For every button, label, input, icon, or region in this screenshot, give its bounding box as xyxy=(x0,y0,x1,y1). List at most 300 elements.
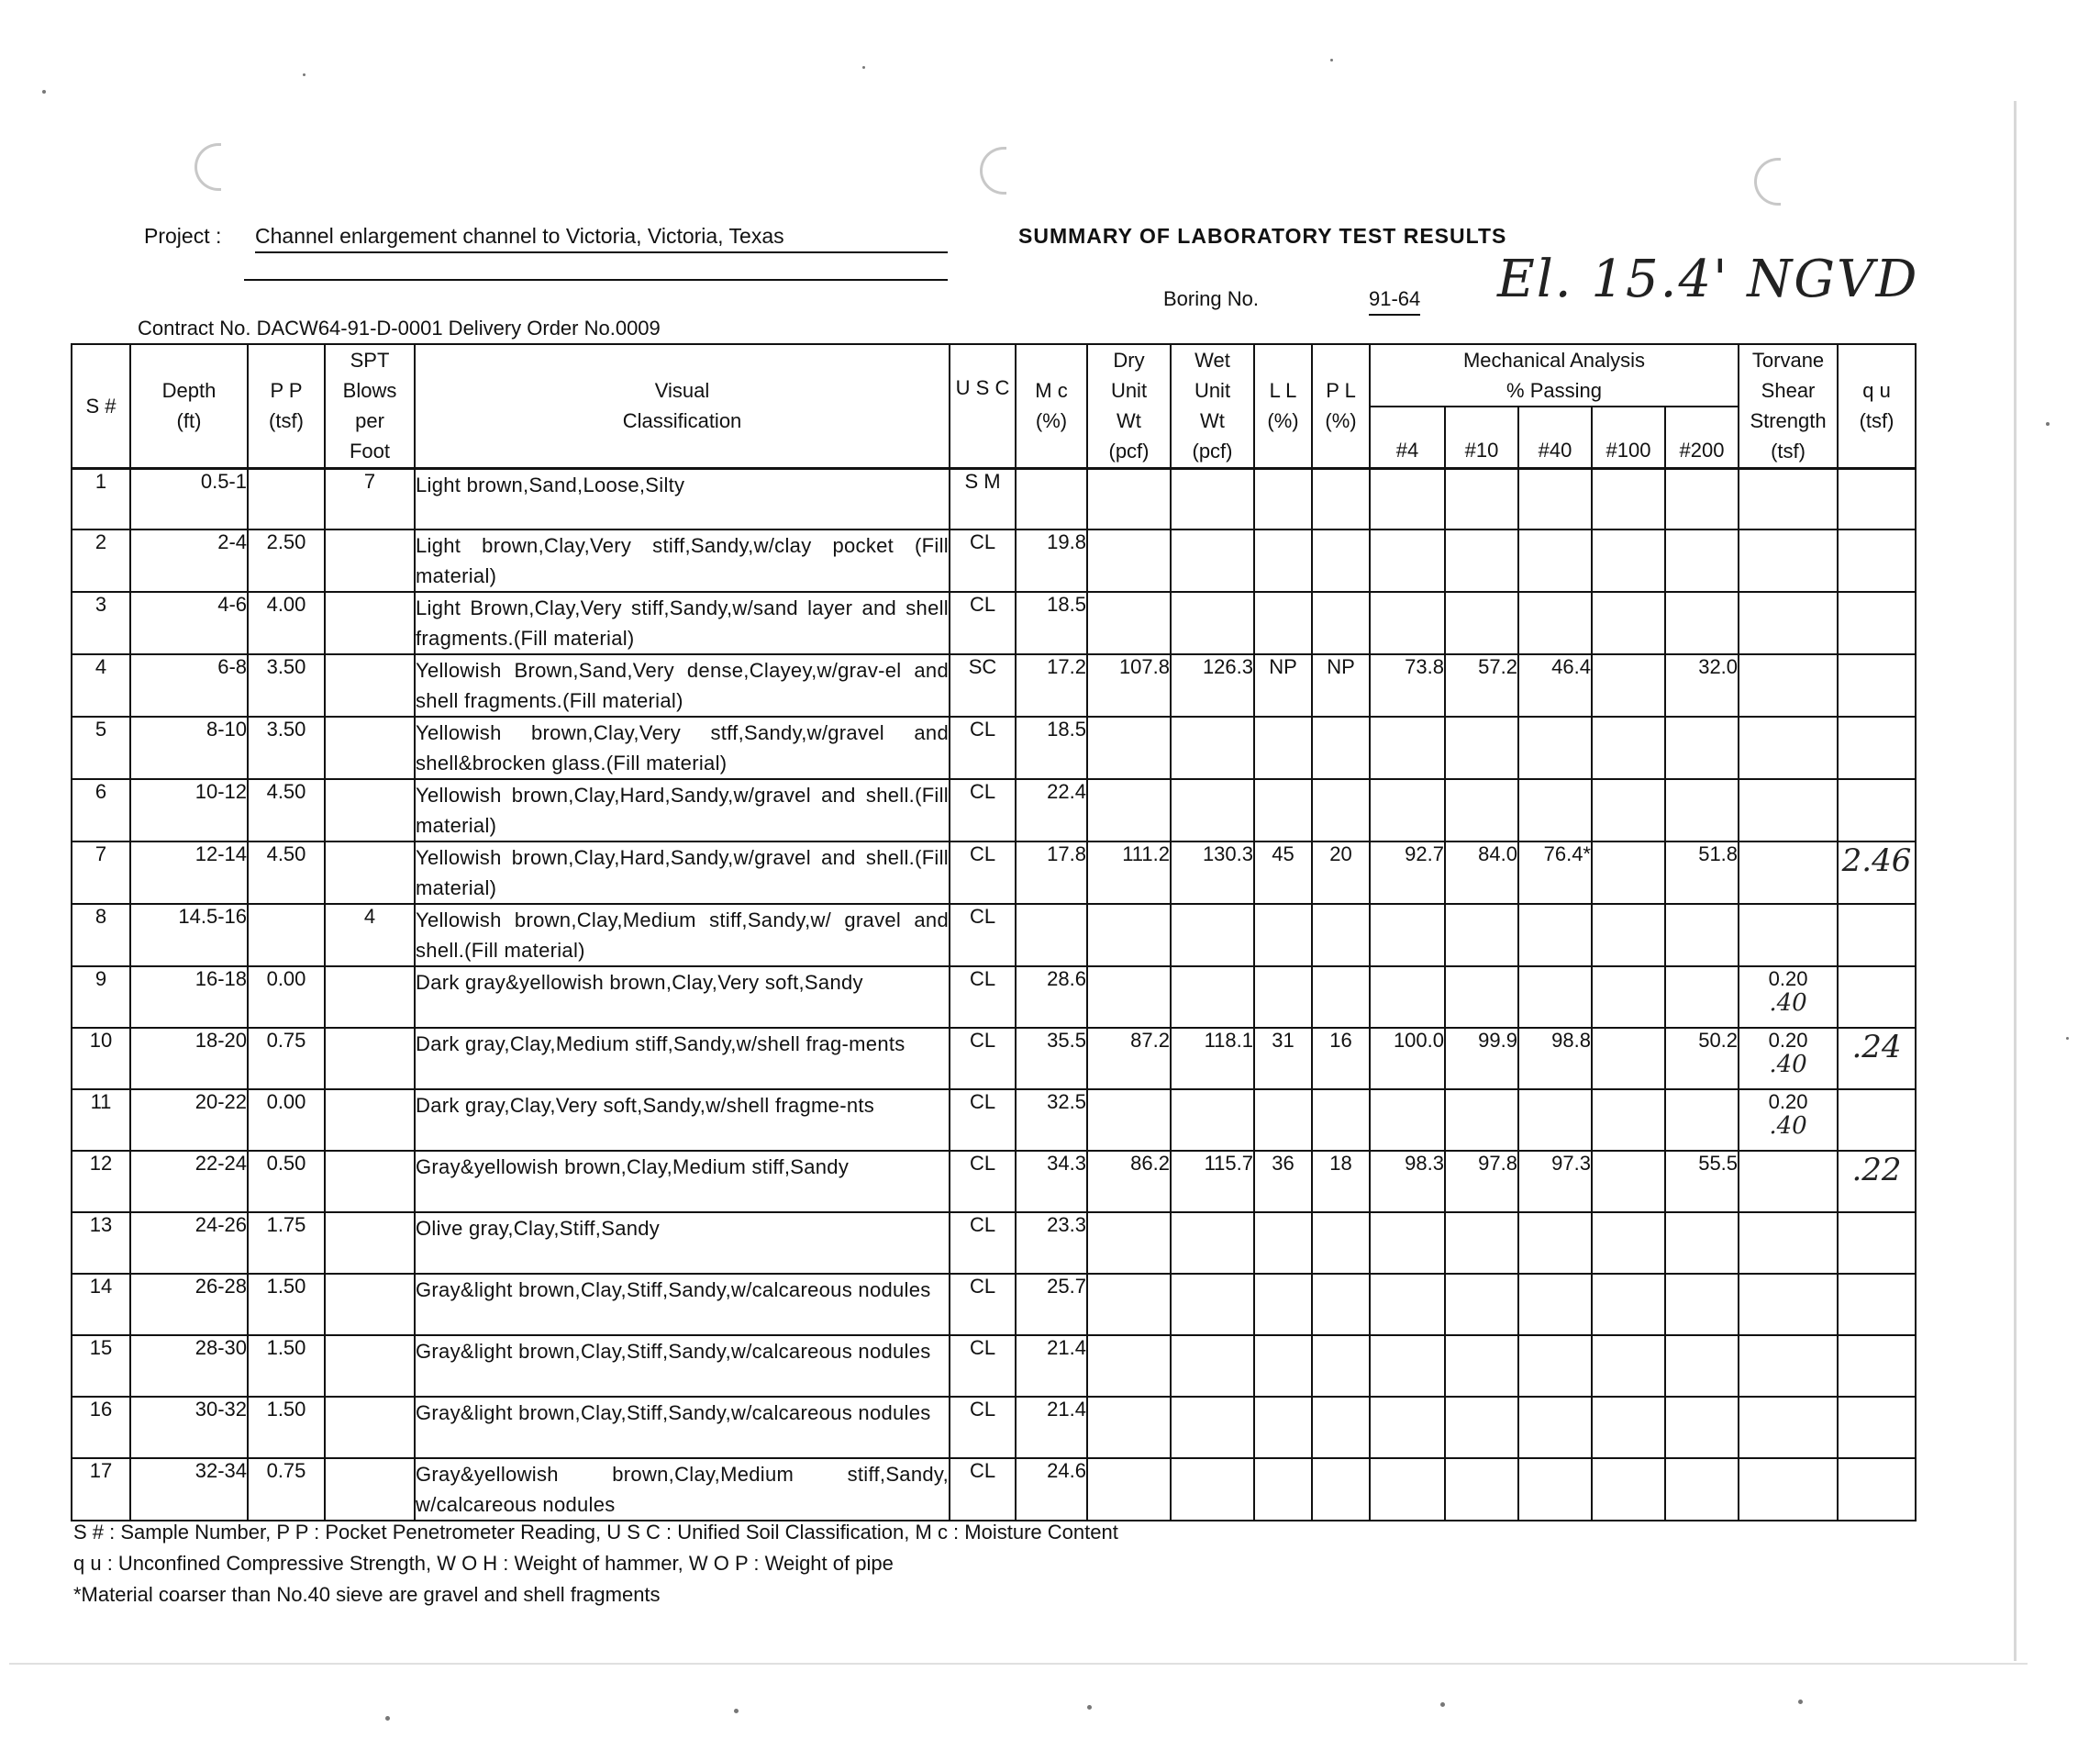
cell-plastic-limit xyxy=(1312,841,1370,904)
cell-sample-number xyxy=(72,654,130,717)
cell-qu xyxy=(1838,654,1916,717)
usc-value: CL xyxy=(969,1090,996,1113)
cell-plastic-limit xyxy=(1312,1151,1370,1212)
scan-speck xyxy=(734,1709,739,1713)
cell-moisture-content xyxy=(1016,1397,1087,1458)
cell-passing-4 xyxy=(1370,904,1445,966)
cell-moisture-content xyxy=(1016,529,1087,592)
torvane-value: 0.20 xyxy=(1768,1090,1808,1113)
cell-passing-100 xyxy=(1592,1274,1665,1335)
table-row xyxy=(72,904,1916,966)
pocket-penetrometer-value: 0.00 xyxy=(266,1090,306,1113)
cell-wet-unit-wt xyxy=(1171,529,1254,592)
col-header-text: SPT Blows per Foot xyxy=(342,349,397,463)
pocket-penetrometer-value: 2.50 xyxy=(266,530,306,553)
cell-wet-unit-wt xyxy=(1171,1335,1254,1397)
cell-passing-200 xyxy=(1665,1028,1739,1089)
cell-dry-unit-wt xyxy=(1087,1397,1171,1458)
usc-value: CL xyxy=(969,1336,996,1359)
moisture-content-value: 21.4 xyxy=(1047,1336,1086,1359)
scan-speck xyxy=(862,66,865,69)
depth-value: 8-10 xyxy=(206,718,247,741)
cell-passing-40 xyxy=(1518,966,1592,1028)
cell-torvane xyxy=(1739,1274,1838,1335)
plastic-limit-value: 16 xyxy=(1329,1029,1352,1052)
cell-dry-unit-wt xyxy=(1087,779,1171,841)
cell-torvane xyxy=(1739,654,1838,717)
cell-torvane xyxy=(1739,1212,1838,1274)
col-header-text: #40 xyxy=(1538,438,1572,462)
cell-liquid-limit xyxy=(1254,592,1312,654)
cell-usc xyxy=(950,904,1016,966)
cell-spt-blows xyxy=(325,1089,415,1151)
usc-value: S M xyxy=(964,469,1001,493)
cell-wet-unit-wt xyxy=(1171,779,1254,841)
scan-speck xyxy=(1087,1705,1092,1710)
pocket-penetrometer-value: 4.00 xyxy=(266,593,306,616)
cell-torvane xyxy=(1739,1028,1838,1089)
liquid-limit-value: 36 xyxy=(1272,1152,1294,1175)
table-row xyxy=(72,717,1916,779)
cell-passing-10 xyxy=(1445,1212,1518,1274)
cell-dry-unit-wt xyxy=(1087,1028,1171,1089)
cell-passing-100 xyxy=(1592,1397,1665,1458)
col-header-mc xyxy=(1016,344,1087,468)
dry-unit-wt-value: 86.2 xyxy=(1130,1152,1170,1175)
sample-number-value: 15 xyxy=(89,1336,113,1359)
depth-value: 18-20 xyxy=(194,1029,247,1052)
depth-value: 30-32 xyxy=(194,1398,247,1421)
cell-visual-classification xyxy=(415,966,950,1028)
cell-passing-10 xyxy=(1445,1274,1518,1335)
passing-10-value: 57.2 xyxy=(1478,655,1517,678)
cell-wet-unit-wt xyxy=(1171,966,1254,1028)
sample-number-value: 12 xyxy=(89,1152,113,1175)
boring-value: 91-64 xyxy=(1369,287,1420,316)
cell-liquid-limit xyxy=(1254,717,1312,779)
torvane-handwritten: .40 xyxy=(1769,989,1807,1017)
cell-plastic-limit xyxy=(1312,779,1370,841)
cell-spt-blows xyxy=(325,654,415,717)
cell-spt-blows xyxy=(325,592,415,654)
col-header-text: P P (tsf) xyxy=(269,379,304,433)
cell-torvane xyxy=(1739,1151,1838,1212)
lab-results-table xyxy=(71,343,1917,1521)
visual-classification-value: Gray&light brown,Clay,Stiff,Sandy,w/calcareous nodules xyxy=(416,1340,931,1363)
depth-value: 10-12 xyxy=(194,780,247,803)
cell-sample-number xyxy=(72,1212,130,1274)
cell-passing-10 xyxy=(1445,592,1518,654)
cell-usc xyxy=(950,717,1016,779)
cell-passing-100 xyxy=(1592,1212,1665,1274)
cell-usc xyxy=(950,1458,1016,1521)
passing-4-value: 100.0 xyxy=(1393,1029,1444,1052)
scan-speck xyxy=(1440,1702,1445,1707)
cell-visual-classification xyxy=(415,1151,950,1212)
cell-spt-blows xyxy=(325,717,415,779)
table-row xyxy=(72,1151,1916,1212)
wet-unit-wt-value: 115.7 xyxy=(1204,1152,1253,1175)
table-row xyxy=(72,966,1916,1028)
cell-plastic-limit xyxy=(1312,654,1370,717)
cell-depth xyxy=(130,1458,248,1521)
scan-speck xyxy=(1798,1700,1803,1704)
cell-plastic-limit xyxy=(1312,1089,1370,1151)
cell-plastic-limit xyxy=(1312,1212,1370,1274)
cell-passing-200 xyxy=(1665,1089,1739,1151)
cell-torvane xyxy=(1739,592,1838,654)
cell-passing-200 xyxy=(1665,717,1739,779)
col-header-text: #10 xyxy=(1464,438,1499,462)
cell-visual-classification xyxy=(415,717,950,779)
qu-value: .22 xyxy=(1851,1152,1902,1188)
usc-value: CL xyxy=(969,718,996,741)
cell-usc xyxy=(950,468,1016,529)
cell-passing-40 xyxy=(1518,1212,1592,1274)
cell-pocket-penetrometer xyxy=(248,1212,325,1274)
cell-plastic-limit xyxy=(1312,717,1370,779)
cell-passing-40 xyxy=(1518,592,1592,654)
page-edge-bottom xyxy=(9,1663,2028,1665)
cell-passing-200 xyxy=(1665,1335,1739,1397)
col-header-wet-unit-wt xyxy=(1171,344,1254,468)
cell-moisture-content xyxy=(1016,966,1087,1028)
col-header-sieve-100 xyxy=(1592,407,1665,468)
cell-moisture-content xyxy=(1016,1212,1087,1274)
cell-liquid-limit xyxy=(1254,904,1312,966)
table-row xyxy=(72,779,1916,841)
cell-plastic-limit xyxy=(1312,904,1370,966)
cell-visual-classification xyxy=(415,468,950,529)
cell-sample-number xyxy=(72,1458,130,1521)
cell-wet-unit-wt xyxy=(1171,1089,1254,1151)
cell-qu xyxy=(1838,468,1916,529)
cell-moisture-content xyxy=(1016,717,1087,779)
sample-number-value: 4 xyxy=(94,655,107,678)
cell-dry-unit-wt xyxy=(1087,904,1171,966)
cell-sample-number xyxy=(72,529,130,592)
torvane-value: 0.20 xyxy=(1768,1029,1808,1052)
cell-passing-40 xyxy=(1518,1458,1592,1521)
cell-passing-100 xyxy=(1592,1028,1665,1089)
cell-sample-number xyxy=(72,1335,130,1397)
cell-sample-number xyxy=(72,468,130,529)
cell-qu xyxy=(1838,717,1916,779)
depth-value: 6-8 xyxy=(217,655,247,678)
cell-spt-blows xyxy=(325,1274,415,1335)
cell-passing-200 xyxy=(1665,592,1739,654)
contract-line: Contract No. DACW64-91-D-0001 Delivery Order No.0009 xyxy=(138,317,661,340)
cell-passing-40 xyxy=(1518,1151,1592,1212)
footnote-abbrev-1: S # : Sample Number, P P : Pocket Penetrometer Reading, U S C : Unified Soil Classification, M c : Moisture Content xyxy=(73,1521,1118,1544)
cell-pocket-penetrometer xyxy=(248,1089,325,1151)
table-row xyxy=(72,592,1916,654)
cell-depth xyxy=(130,1212,248,1274)
cell-qu xyxy=(1838,779,1916,841)
cell-depth xyxy=(130,1089,248,1151)
visual-classification-value: Gray&light brown,Clay,Stiff,Sandy,w/calcareous nodules xyxy=(416,1278,931,1301)
sample-number-value: 1 xyxy=(94,469,107,493)
visual-classification-value: Dark gray,Clay,Medium stiff,Sandy,w/shell frag-ments xyxy=(416,1032,906,1055)
sample-number-value: 9 xyxy=(94,967,107,990)
cell-torvane xyxy=(1739,717,1838,779)
pocket-penetrometer-value: 0.50 xyxy=(266,1152,306,1175)
cell-spt-blows xyxy=(325,1397,415,1458)
cell-passing-10 xyxy=(1445,529,1518,592)
cell-pocket-penetrometer xyxy=(248,1458,325,1521)
project-blank-line xyxy=(244,279,948,281)
cell-wet-unit-wt xyxy=(1171,717,1254,779)
table-row xyxy=(72,1335,1916,1397)
pocket-penetrometer-value: 0.75 xyxy=(266,1029,306,1052)
col-header-sieve-40 xyxy=(1518,407,1592,468)
cell-plastic-limit xyxy=(1312,468,1370,529)
cell-passing-10 xyxy=(1445,779,1518,841)
passing-4-value: 98.3 xyxy=(1405,1152,1444,1175)
sample-number-value: 8 xyxy=(94,905,107,928)
passing-40-value: 46.4 xyxy=(1551,655,1591,678)
col-header-text: M c (%) xyxy=(1035,379,1068,433)
elevation-handwritten: El. 15.4' NGVD xyxy=(1497,250,1919,309)
pocket-penetrometer-value: 4.50 xyxy=(266,780,306,803)
cell-passing-4 xyxy=(1370,1458,1445,1521)
usc-value: CL xyxy=(969,967,996,990)
col-header-text: q u (tsf) xyxy=(1859,379,1894,433)
sample-number-value: 5 xyxy=(94,718,107,741)
cell-liquid-limit xyxy=(1254,841,1312,904)
torvane-handwritten: .40 xyxy=(1769,1051,1807,1078)
depth-value: 24-26 xyxy=(194,1213,247,1236)
cell-sample-number xyxy=(72,717,130,779)
cell-torvane xyxy=(1739,1089,1838,1151)
dry-unit-wt-value: 111.2 xyxy=(1122,842,1170,865)
cell-moisture-content xyxy=(1016,841,1087,904)
sample-number-value: 3 xyxy=(94,593,107,616)
cell-dry-unit-wt xyxy=(1087,1458,1171,1521)
cell-plastic-limit xyxy=(1312,1397,1370,1458)
cell-moisture-content xyxy=(1016,904,1087,966)
cell-wet-unit-wt xyxy=(1171,654,1254,717)
usc-value: CL xyxy=(969,1275,996,1298)
table-row xyxy=(72,1458,1916,1521)
cell-passing-200 xyxy=(1665,1212,1739,1274)
cell-passing-4 xyxy=(1370,1028,1445,1089)
table-row xyxy=(72,529,1916,592)
cell-qu xyxy=(1838,966,1916,1028)
col-header-text: #200 xyxy=(1679,438,1725,462)
visual-classification-value: Light brown,Sand,Loose,Silty xyxy=(416,473,685,496)
moisture-content-value: 23.3 xyxy=(1047,1213,1086,1236)
cell-passing-4 xyxy=(1370,529,1445,592)
cell-passing-100 xyxy=(1592,1335,1665,1397)
cell-pocket-penetrometer xyxy=(248,529,325,592)
cell-pocket-penetrometer xyxy=(248,468,325,529)
pocket-penetrometer-value: 1.50 xyxy=(266,1336,306,1359)
cell-dry-unit-wt xyxy=(1087,1151,1171,1212)
cell-usc xyxy=(950,1028,1016,1089)
cell-sample-number xyxy=(72,1151,130,1212)
spt-blows-value: 7 xyxy=(363,469,376,493)
cell-liquid-limit xyxy=(1254,1028,1312,1089)
cell-usc xyxy=(950,1212,1016,1274)
cell-usc xyxy=(950,966,1016,1028)
cell-plastic-limit xyxy=(1312,1028,1370,1089)
col-header-usc xyxy=(950,344,1016,468)
cell-passing-4 xyxy=(1370,654,1445,717)
visual-classification-value: Yellowish brown,Clay,Medium stiff,Sandy,w/ gravel and shell.(Fill material) xyxy=(416,908,949,962)
cell-spt-blows xyxy=(325,904,415,966)
cell-passing-10 xyxy=(1445,1151,1518,1212)
cell-liquid-limit xyxy=(1254,1089,1312,1151)
punch-hole-left xyxy=(194,143,221,191)
cell-dry-unit-wt xyxy=(1087,1212,1171,1274)
cell-pocket-penetrometer xyxy=(248,1151,325,1212)
cell-passing-100 xyxy=(1592,529,1665,592)
cell-dry-unit-wt xyxy=(1087,468,1171,529)
cell-visual-classification xyxy=(415,904,950,966)
col-header-qu xyxy=(1838,344,1916,468)
plastic-limit-value: NP xyxy=(1327,655,1355,678)
qu-value: 2.46 xyxy=(1841,842,1912,879)
cell-plastic-limit xyxy=(1312,529,1370,592)
col-header-text: Depth (ft) xyxy=(161,379,217,433)
cell-passing-200 xyxy=(1665,904,1739,966)
cell-passing-10 xyxy=(1445,1028,1518,1089)
cell-usc xyxy=(950,1397,1016,1458)
passing-200-value: 32.0 xyxy=(1698,655,1739,678)
cell-plastic-limit xyxy=(1312,1335,1370,1397)
cell-sample-number xyxy=(72,966,130,1028)
cell-passing-40 xyxy=(1518,529,1592,592)
cell-moisture-content xyxy=(1016,1274,1087,1335)
cell-qu xyxy=(1838,904,1916,966)
moisture-content-value: 28.6 xyxy=(1047,967,1086,990)
moisture-content-value: 34.3 xyxy=(1047,1152,1086,1175)
col-header-ll xyxy=(1254,344,1312,468)
dry-unit-wt-value: 107.8 xyxy=(1118,655,1170,678)
cell-qu xyxy=(1838,1212,1916,1274)
cell-depth xyxy=(130,468,248,529)
cell-liquid-limit xyxy=(1254,1151,1312,1212)
col-header-sieve-200 xyxy=(1665,407,1739,468)
cell-usc xyxy=(950,1089,1016,1151)
cell-pocket-penetrometer xyxy=(248,841,325,904)
cell-passing-4 xyxy=(1370,592,1445,654)
wet-unit-wt-value: 126.3 xyxy=(1202,655,1253,678)
cell-passing-4 xyxy=(1370,717,1445,779)
passing-200-value: 50.2 xyxy=(1698,1029,1739,1052)
moisture-content-value: 24.6 xyxy=(1047,1459,1086,1482)
boring-label: Boring No. xyxy=(1163,287,1259,310)
cell-passing-100 xyxy=(1592,779,1665,841)
cell-dry-unit-wt xyxy=(1087,966,1171,1028)
punch-hole-right xyxy=(1754,158,1781,206)
punch-hole-center xyxy=(980,147,1006,195)
cell-dry-unit-wt xyxy=(1087,592,1171,654)
cell-visual-classification xyxy=(415,1335,950,1397)
col-header-text: S # xyxy=(85,394,117,418)
scan-speck xyxy=(2046,422,2050,426)
cell-spt-blows xyxy=(325,1151,415,1212)
footnote-abbrev-2: q u : Unconfined Compressive Strength, W O H : Weight of hammer, W O P : Weight of pipe xyxy=(73,1552,894,1575)
cell-qu xyxy=(1838,1397,1916,1458)
pocket-penetrometer-value: 1.75 xyxy=(266,1213,306,1236)
table-row xyxy=(72,468,1916,529)
cell-passing-100 xyxy=(1592,592,1665,654)
cell-visual-classification xyxy=(415,529,950,592)
cell-torvane xyxy=(1739,1397,1838,1458)
cell-usc xyxy=(950,654,1016,717)
cell-passing-40 xyxy=(1518,1274,1592,1335)
cell-torvane xyxy=(1739,966,1838,1028)
cell-sample-number xyxy=(72,904,130,966)
cell-passing-4 xyxy=(1370,841,1445,904)
col-header-text: #100 xyxy=(1606,438,1651,462)
page-edge-right xyxy=(2014,101,2017,1661)
cell-pocket-penetrometer xyxy=(248,1397,325,1458)
col-header-text: P L (%) xyxy=(1325,379,1357,433)
cell-moisture-content xyxy=(1016,654,1087,717)
cell-plastic-limit xyxy=(1312,966,1370,1028)
cell-wet-unit-wt xyxy=(1171,468,1254,529)
cell-dry-unit-wt xyxy=(1087,654,1171,717)
cell-liquid-limit xyxy=(1254,529,1312,592)
col-header-pp xyxy=(248,344,325,468)
usc-value: CL xyxy=(969,1398,996,1421)
cell-passing-200 xyxy=(1665,1274,1739,1335)
cell-dry-unit-wt xyxy=(1087,1089,1171,1151)
pocket-penetrometer-value: 0.00 xyxy=(266,967,306,990)
visual-classification-value: Yellowish Brown,Sand,Very dense,Clayey,w/grav-el and shell fragments.(Fill material) xyxy=(416,659,949,712)
cell-wet-unit-wt xyxy=(1171,1212,1254,1274)
cell-liquid-limit xyxy=(1254,1458,1312,1521)
visual-classification-value: Light brown,Clay,Very stiff,Sandy,w/clay pocket (Fill material) xyxy=(416,534,949,587)
cell-passing-100 xyxy=(1592,1458,1665,1521)
cell-sample-number xyxy=(72,592,130,654)
visual-classification-value: Gray&light brown,Clay,Stiff,Sandy,w/calcareous nodules xyxy=(416,1401,931,1424)
cell-visual-classification xyxy=(415,1458,950,1521)
visual-classification-value: Dark gray&yellowish brown,Clay,Very soft,Sandy xyxy=(416,971,863,994)
visual-classification-value: Yellowish brown,Clay,Hard,Sandy,w/gravel and shell.(Fill material) xyxy=(416,846,949,899)
cell-moisture-content xyxy=(1016,1089,1087,1151)
moisture-content-value: 32.5 xyxy=(1047,1090,1086,1113)
scan-speck xyxy=(303,73,306,76)
cell-qu xyxy=(1838,1028,1916,1089)
cell-passing-100 xyxy=(1592,904,1665,966)
passing-40-value: 97.3 xyxy=(1551,1152,1591,1175)
cell-passing-200 xyxy=(1665,841,1739,904)
cell-passing-40 xyxy=(1518,468,1592,529)
cell-qu xyxy=(1838,1335,1916,1397)
col-header-text: Wet Unit Wt (pcf) xyxy=(1192,349,1233,463)
cell-dry-unit-wt xyxy=(1087,1335,1171,1397)
cell-pocket-penetrometer xyxy=(248,717,325,779)
moisture-content-value: 18.5 xyxy=(1047,593,1086,616)
cell-wet-unit-wt xyxy=(1171,1458,1254,1521)
page-title: SUMMARY OF LABORATORY TEST RESULTS xyxy=(1018,224,1507,248)
cell-passing-40 xyxy=(1518,1335,1592,1397)
table-row xyxy=(72,1089,1916,1151)
table-row xyxy=(72,1028,1916,1089)
cell-depth xyxy=(130,592,248,654)
cell-passing-100 xyxy=(1592,717,1665,779)
visual-classification-value: Yellowish brown,Clay,Hard,Sandy,w/gravel and shell.(Fill material) xyxy=(416,784,949,837)
cell-usc xyxy=(950,841,1016,904)
cell-depth xyxy=(130,1028,248,1089)
cell-liquid-limit xyxy=(1254,1274,1312,1335)
col-header-text: U S C xyxy=(955,376,1010,399)
scan-speck xyxy=(2066,1037,2069,1040)
